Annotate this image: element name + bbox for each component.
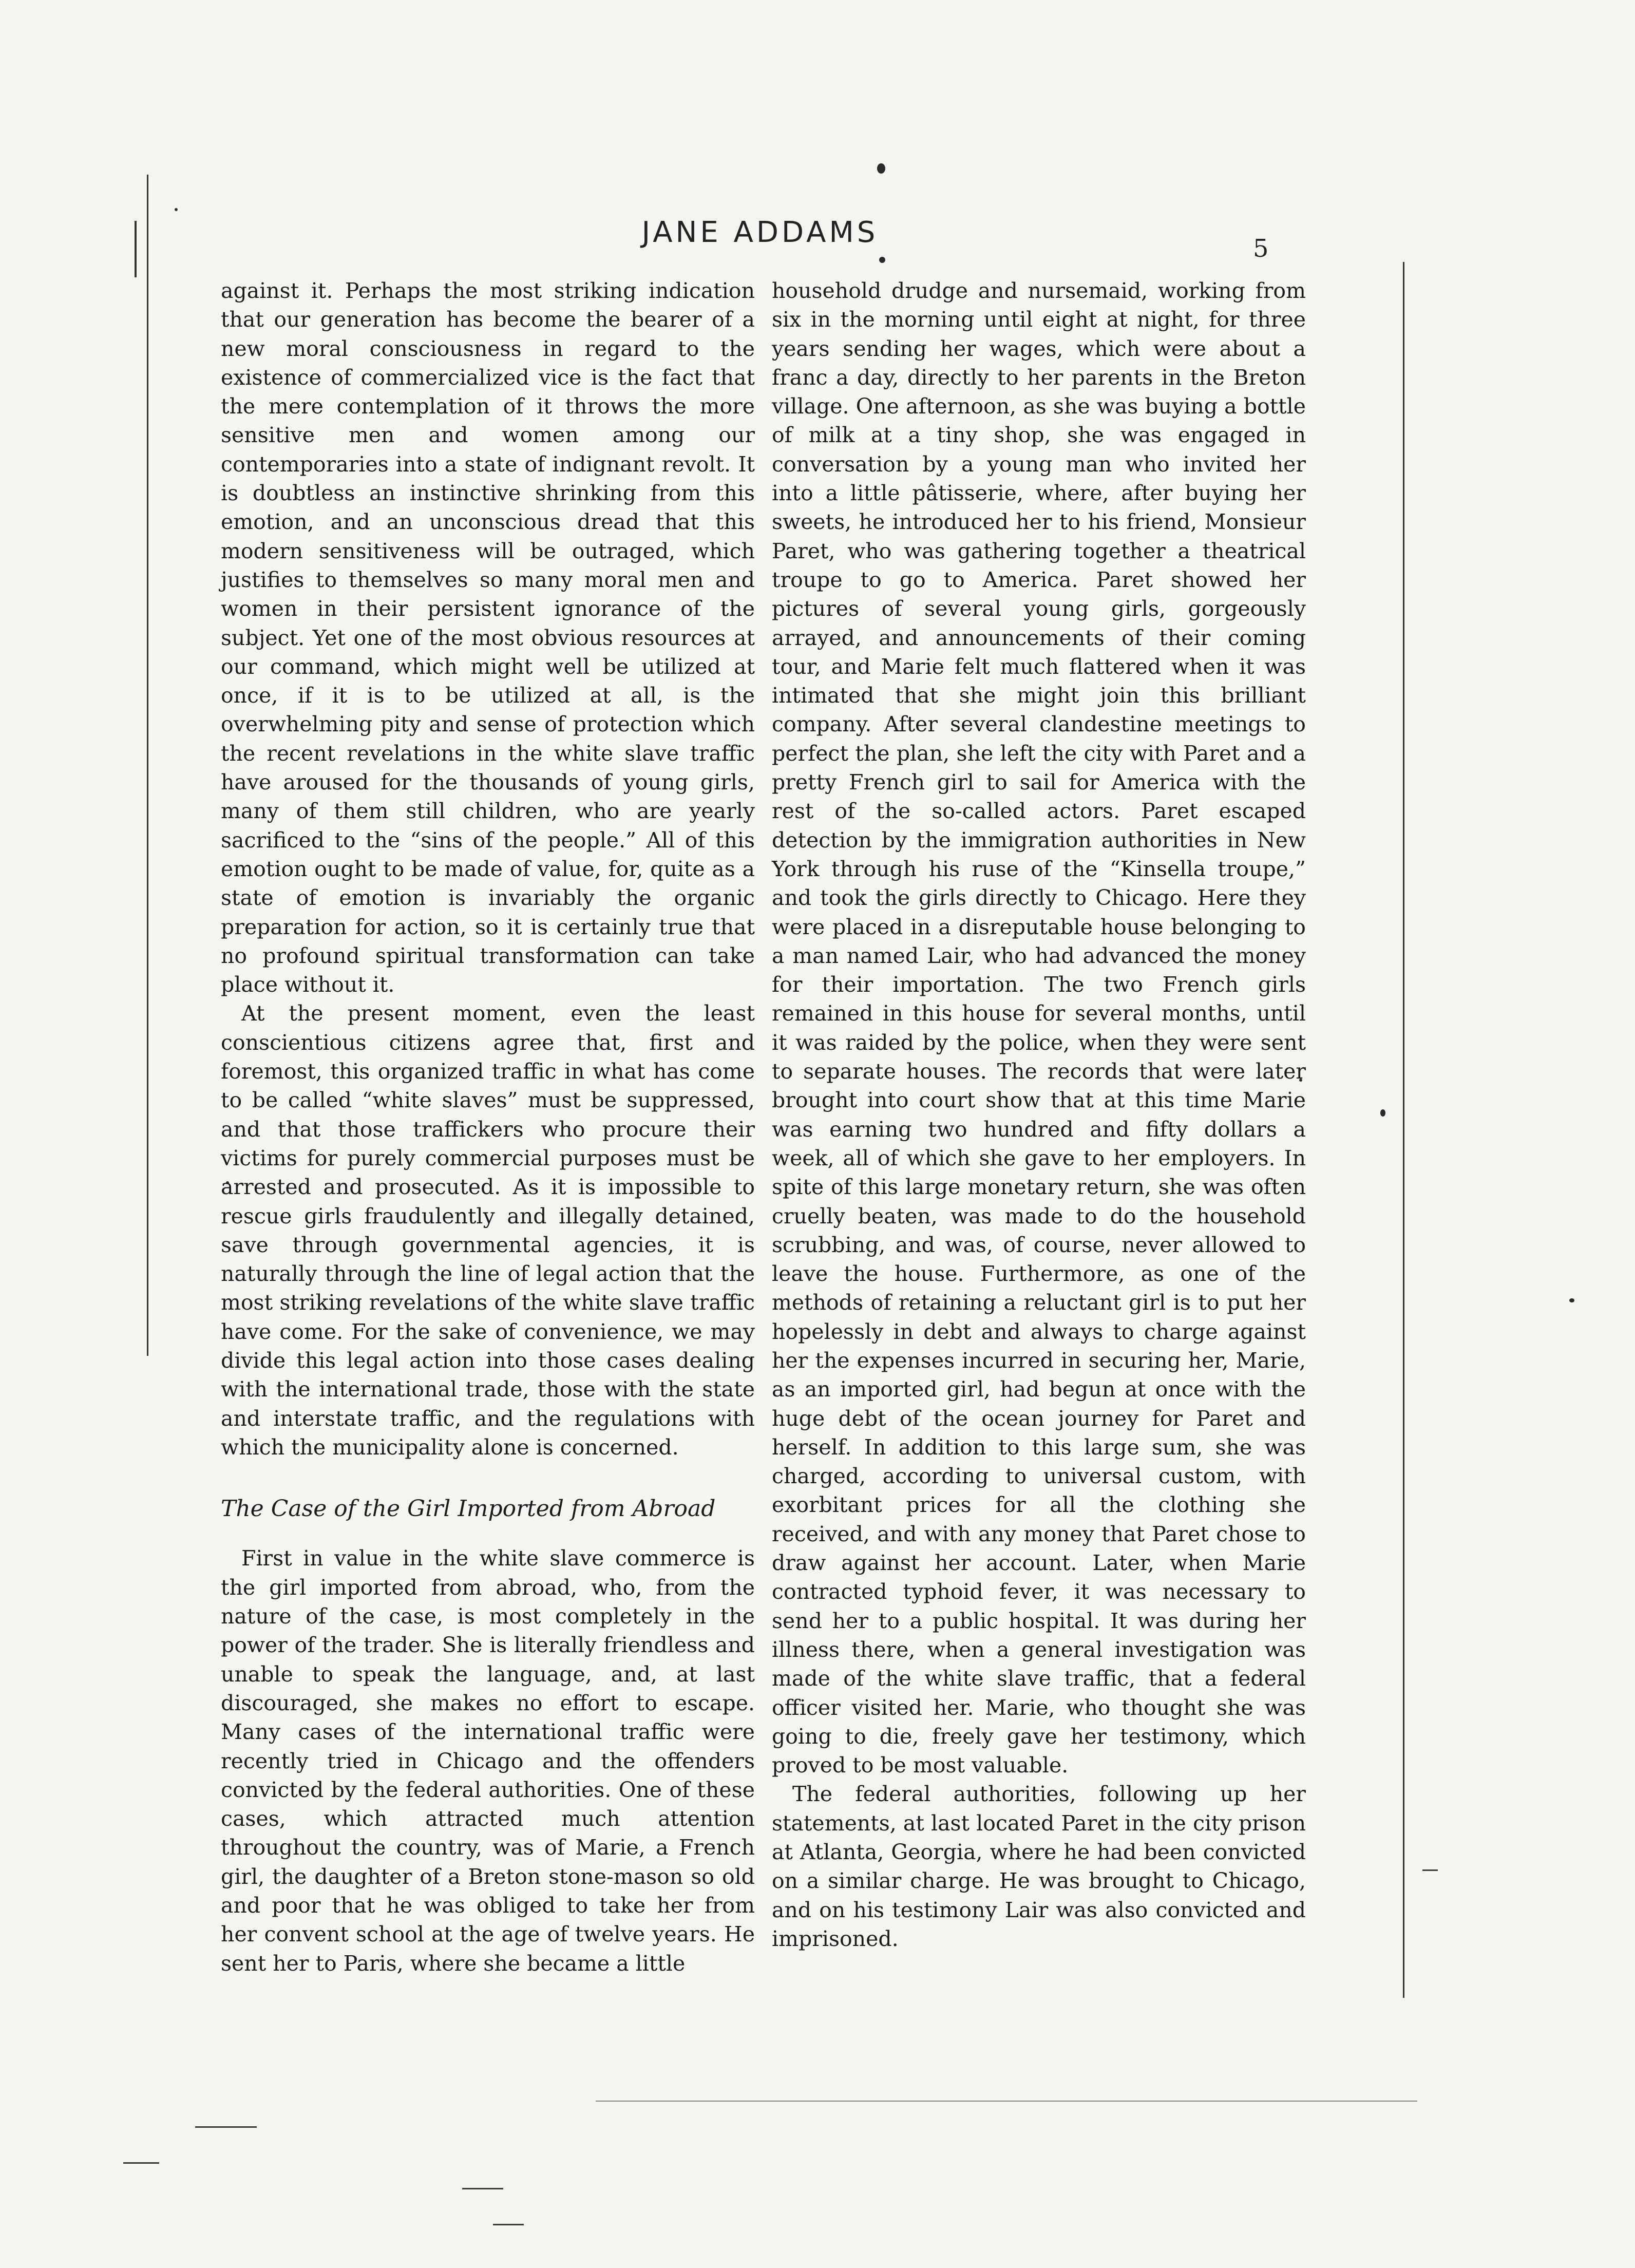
left-paragraph-1: against it. Perhaps the most striking indication that our generation has become the bearer of a new moral consciousness in regard to the existence of commercialized vice is the fact that the mere contemplation of it throws the more sensitive men and women among our contemporaries into a state of indignant revolt. It is doubtless an instinctive shrinking from this emotion, and an unconscious dread that this modern sensitiveness will be outraged, which justifies to themselves so many moral men and women in their persistent ignorance of the subject. Yet one of the most obvious resources at our command, which might well be utilized at once, if it is to be utilized at all, is the overwhelming pity and sense of protection which the recent revelations in the white slave traffic have aroused for the thousands of young girls, many of them still children, who are yearly sacrificed to the “sins of the people.” All of this emotion ought to be made of value, for, quite as a state of emotion is invariably the organic preparation for action, so it is certainly true that no profound spiritual transformation can take place without it. <box>221 278 755 997</box>
margin-dash <box>462 2188 503 2189</box>
speck <box>1569 1298 1574 1302</box>
right-column <box>772 276 1306 1953</box>
speck <box>879 257 885 263</box>
speck <box>1380 1109 1385 1117</box>
margin-dash <box>1422 1869 1438 1871</box>
right-paragraph-2: The federal authorities, following up her statements, at last located Paret in the city prison at Atlanta, Georgia, where he had been convicted on a similar charge. He was brought to Chicago, and on his testimony Lair was also convicted and imprisoned. <box>772 1782 1306 1951</box>
margin-dash <box>493 2224 524 2225</box>
left-column <box>221 276 755 1978</box>
margin-dash <box>123 2162 159 2164</box>
page-number: 5 <box>1253 234 1269 263</box>
margin-dash <box>596 2101 1417 2102</box>
running-head: JANE ADDAMS <box>641 216 879 249</box>
left-paragraph-3: First in value in the white slave commerce is the girl imported from abroad, who, from the nature of the case, is most completely in the power of the trader. She is literally friendless and unable to speak the language, and, at last discouraged, she makes no effort to escape. Many cases of the international traffic were recently tried in Chicago and the offenders convicted by the federal authorities. One of these cases, which attracted much attention throughout the country, was of Marie, a French girl, the daughter of a Breton stone-mason so old and poor that he was obliged to take her from her convent school at the age of twelve years. He sent her to Paris, where she became a little <box>221 1546 755 1976</box>
right-margin-rule <box>1403 262 1404 1998</box>
speck <box>175 208 178 211</box>
left-paragraph-2: At the present moment, even the least conscientious citizens agree that, first and foremost, this organized traffic in what has come to be called “white slaves” must be suppressed, and that those traffickers who procure their victims for purely commercial purposes must be arrested and prosecuted. As it is impossible to rescue girls fraudulently and illegally detained, save through governmental agencies, it is naturally through the line of legal action that the most striking revelations of the white slave traffic have come. For the sake of convenience, we may divide this legal action into those cases dealing with the international trade, those with the state and interstate traffic, and the regulations with which the municipality alone is concerned. <box>221 1001 755 1460</box>
right-paragraph-1: household drudge and nursemaid, working from six in the morning until eight at night, for three years sending her wages, which were about a franc a day, directly to her parents in the Breton village. One afternoon, as she was buying a bottle of milk at a tiny shop, she was engaged in conversation by a young man who invited her into a little pâtisserie, where, after buying her sweets, he introduced her to his friend, Monsieur Paret, who was gathering together a theatrical troupe to go to America. Paret showed her pictures of several young girls, gorgeously arrayed, and announcements of their coming tour, and Marie felt much flattered when it was intimated that she might join this brilliant company. After several clandestine meetings to perfect the plan, she left the city with Paret and a pretty French girl to sail for America with the rest of the so-called actors. Paret escaped detection by the immigration authorities in New York through his ruse of the “Kinsella troupe,” and took the girls directly to Chicago. Here they were placed in a disreputable house belonging to a man named Lair, who had advanced the money for their importation. The two French girls remained in this house for several months, until it was raided by the police, when they were sent to separate houses. The records that were later brought into court show that at this time Marie was earning two hundred and fifty dollars a week, all of which she gave to her employers. In spite of this large monetary return, she was often cruelly beaten, was made to do the household scrubbing, and was, of course, never allowed to leave the house. Furthermore, as one of the methods of retaining a reluctant girl is to put her hopelessly in debt and always to charge against her the expenses incurred in securing her, Marie, as an imported girl, had begun at once with the huge debt of the ocean journey for Paret and herself. In addition to this large sum, she was charged, according to universal custom, with exorbitant prices for all the clothing she received, and with any money that Paret chose to draw against her account. Later, when Marie contracted typhoid fever, it was necessary to send her to a public hospital. It was during her illness there, when a general investigation was made of the white slave traffic, that a federal officer visited her. Marie, who thought she was going to die, freely gave her testimony, which proved to be most valuable. <box>772 278 1306 1778</box>
margin-dash <box>195 2126 257 2128</box>
speck <box>877 163 885 174</box>
left-margin-rule <box>147 175 148 1356</box>
top-left-mark <box>135 221 137 277</box>
section-heading: The Case of the Girl Imported from Abroad <box>221 1496 716 1522</box>
